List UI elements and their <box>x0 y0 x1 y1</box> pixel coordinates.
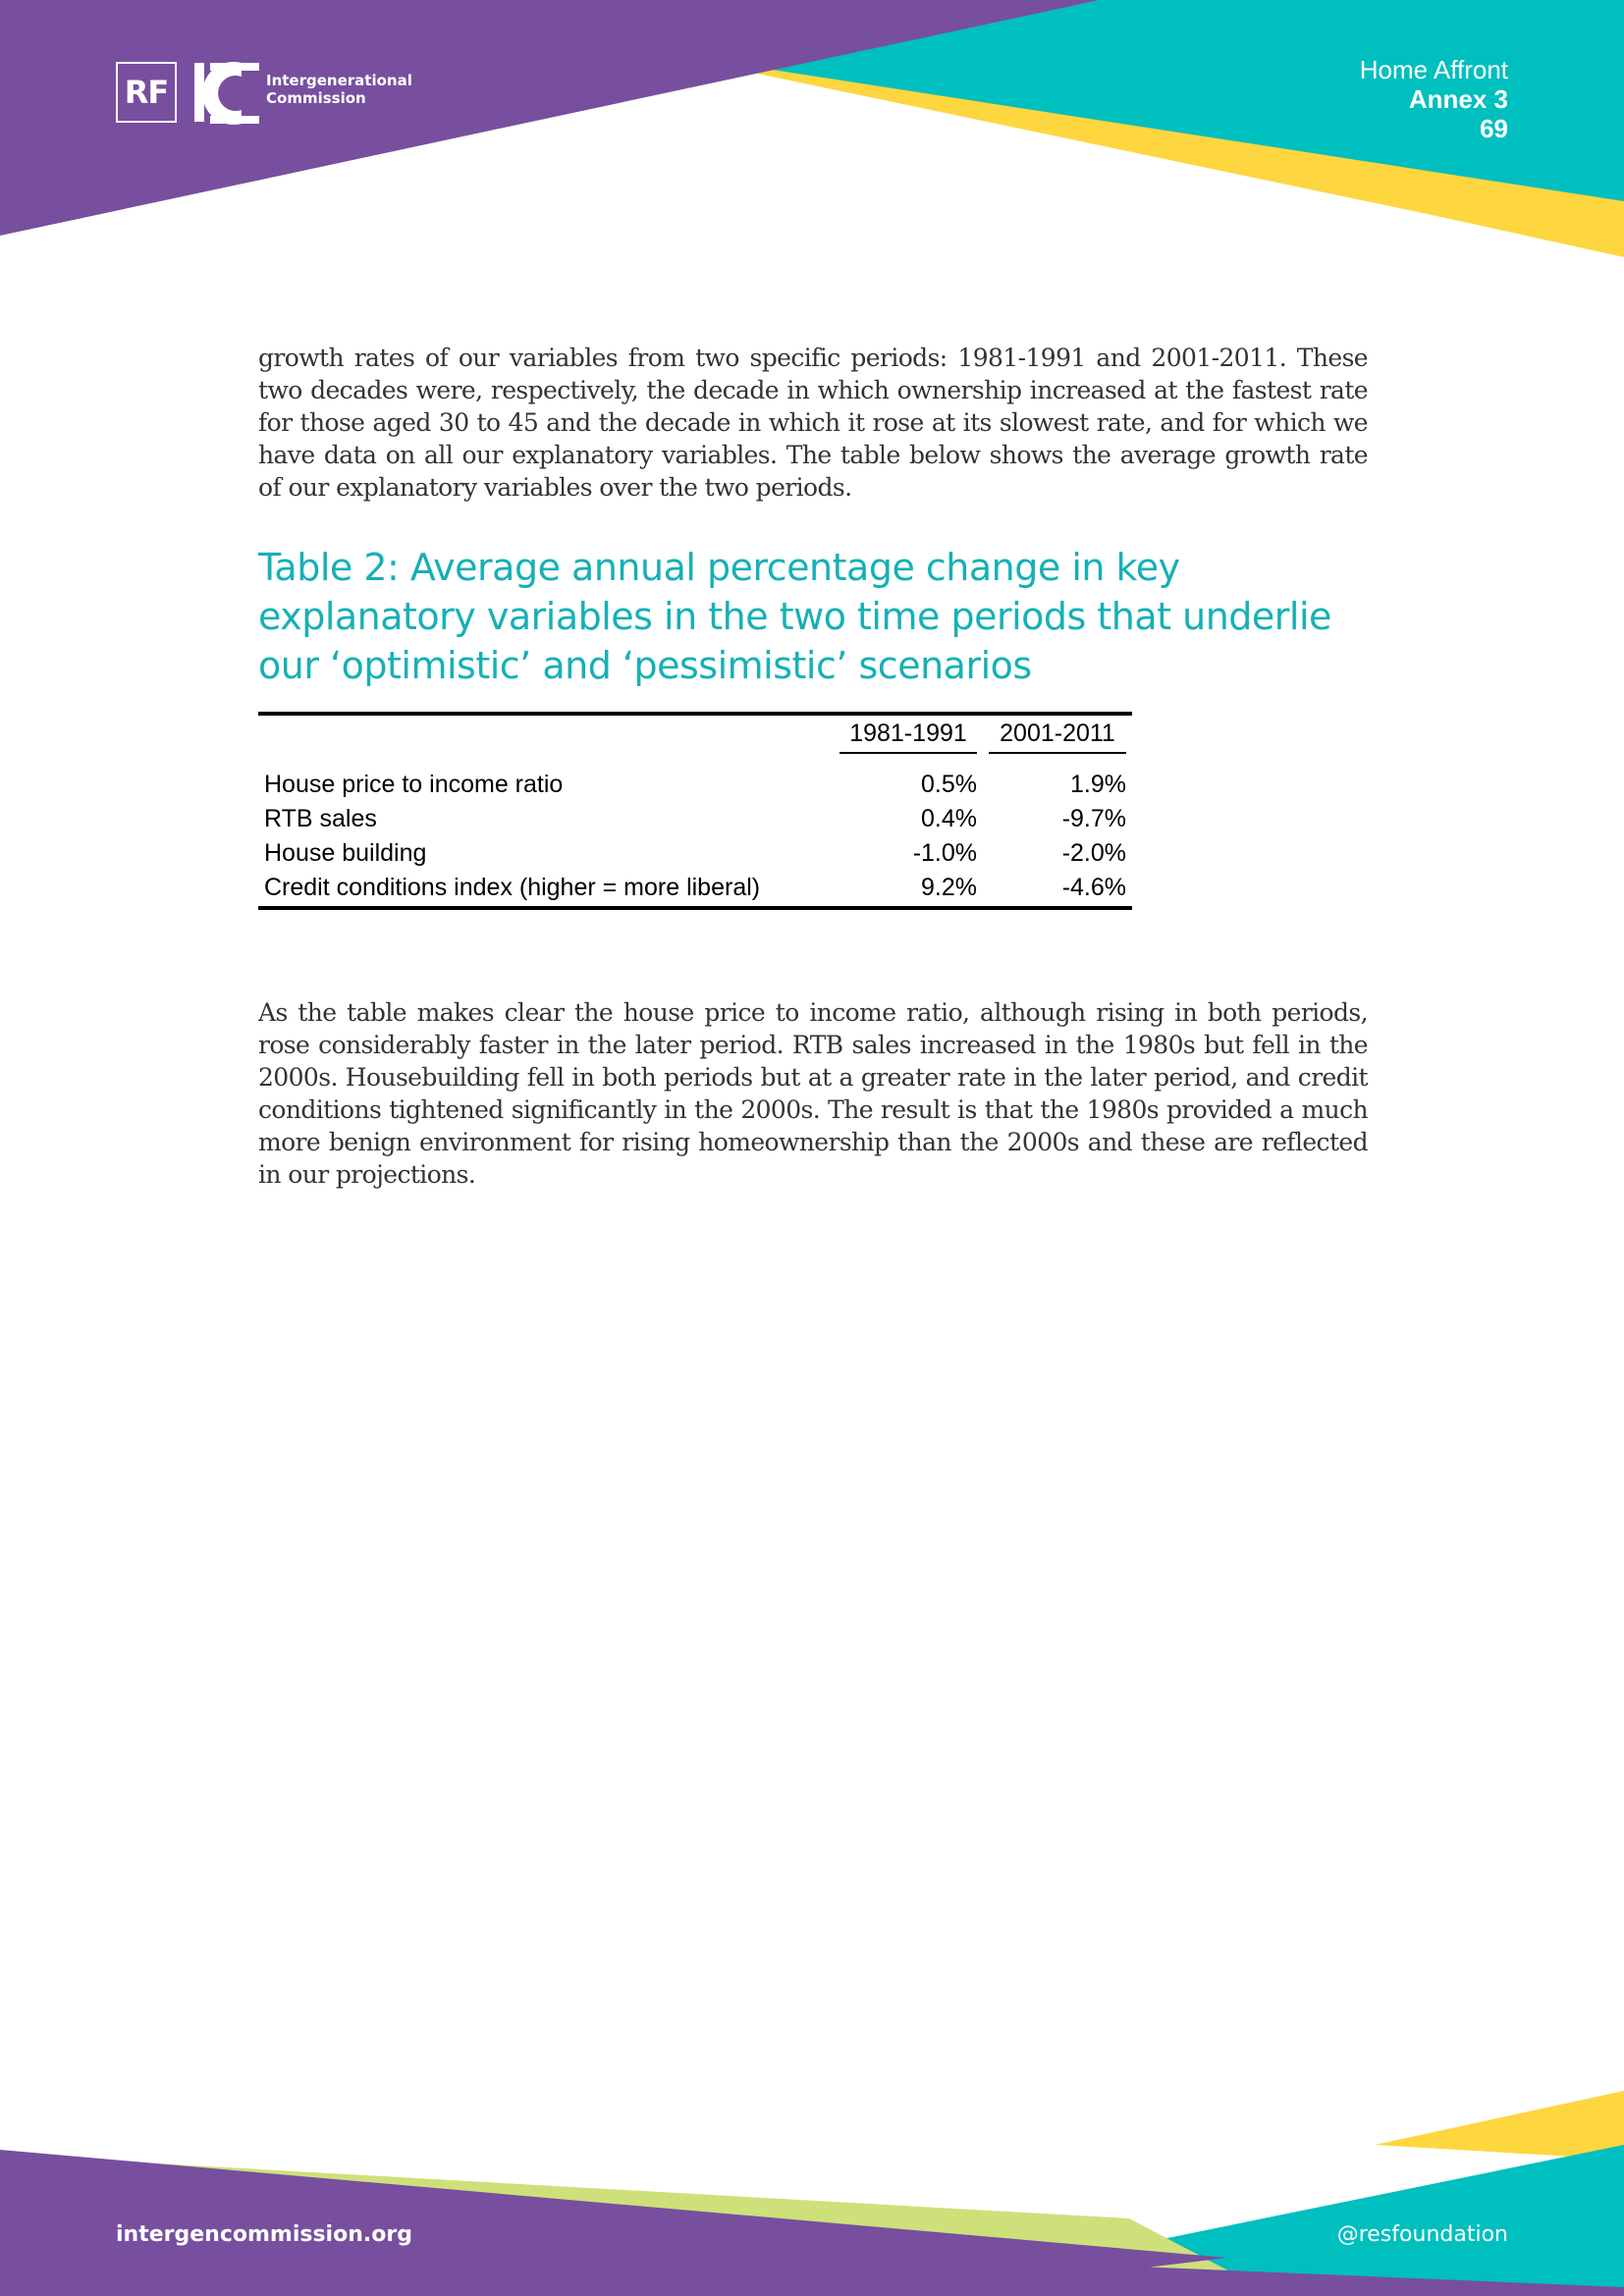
table-row <box>258 768 1132 802</box>
report-title: Home Affront <box>1359 55 1508 84</box>
conclusion-paragraph: As the table makes clear the house price to income ratio, although rising in both periods, rose considerably faster in the later period. RTB sales increased in the 1980s but fell in the 2000s. Housebuilding fell in both periods but at a greater rate in the later period, and credit conditions tightened significantly in the 2000s. The result is that the 1980s provided a much more benign environment for rising homeownership than the 2000s and these are reflected in our projections. <box>258 998 1368 1189</box>
column-header: 2001-2011 <box>983 716 1132 756</box>
logo-line-1: Intergenerational <box>266 72 412 89</box>
row-value: 0.5% <box>921 771 977 798</box>
row-label: RTB sales <box>264 805 377 832</box>
data-table-wrapper <box>258 712 1132 910</box>
footer-twitter-handle[interactable]: @resfoundation <box>1336 2222 1508 2247</box>
footer-yellow-wedge <box>1375 2091 1624 2160</box>
explanatory-variables-table <box>258 712 1132 910</box>
table-header-row <box>258 716 1132 756</box>
footer-website-link[interactable]: intergencommission.org <box>116 2222 412 2247</box>
row-value: 0.4% <box>921 805 977 832</box>
row-label: Credit conditions index (higher = more liberal) <box>258 871 834 908</box>
rf-logo: RF <box>116 62 177 123</box>
column-header: 1981-1991 <box>834 716 983 756</box>
table-row <box>258 802 1132 836</box>
row-value: -9.7% <box>1061 805 1126 832</box>
main-content <box>258 342 1368 690</box>
row-value: 9.2% <box>834 871 983 908</box>
row-value: -2.0% <box>1061 839 1126 867</box>
section-label: Annex 3 <box>1408 84 1508 114</box>
row-label: House building <box>264 839 427 867</box>
row-value: 1.9% <box>1070 771 1126 798</box>
table-row <box>258 836 1132 871</box>
page-number: 69 <box>1480 114 1508 143</box>
intergenerational-commission-logo-text <box>266 72 412 107</box>
conclusion-block <box>258 996 1368 1191</box>
row-label: House price to income ratio <box>264 771 564 798</box>
table-row <box>258 871 1132 908</box>
intro-paragraph: growth rates of our variables from two specific periods: 1981-1991 and 2001-2011. These two decades were, respectively, the decade in which ownership increased at the fastest rate for those aged 30 to 45 and the decade in which it rose at its slowest rate, and for which we have data on all our explanatory variables. The table below shows the average growth rate of our explanatory variables over the two periods. <box>258 344 1368 502</box>
running-header <box>1360 55 1508 143</box>
table-caption: Table 2: Average annual percentage change in key explanatory variables in the two time periods that underlie our ‘optimistic’ and ‘pessimistic’ scenarios <box>258 546 1331 687</box>
row-value: -1.0% <box>912 839 977 867</box>
row-value: -4.6% <box>983 871 1132 908</box>
logo-line-2: Commission <box>266 89 366 107</box>
